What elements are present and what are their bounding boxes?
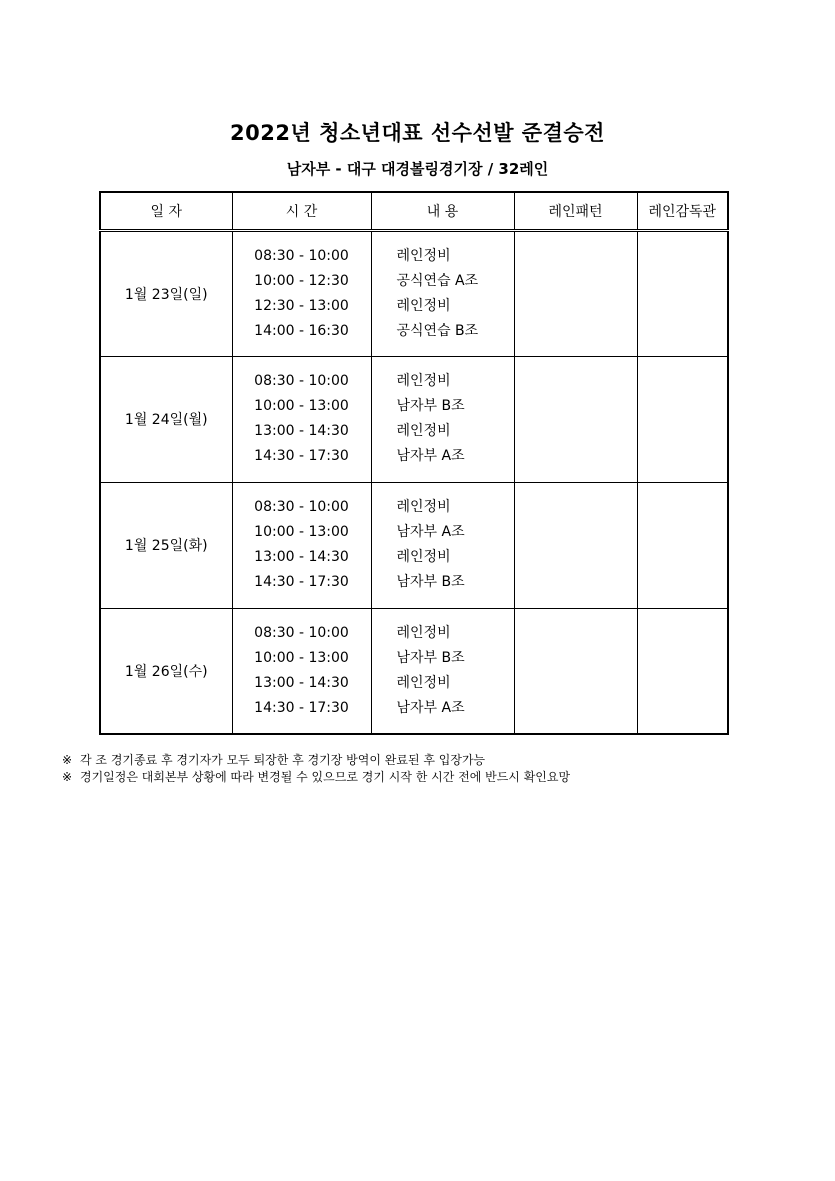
time-cell — [232, 230, 371, 356]
time-slot: 13:00 - 14:30 — [254, 549, 349, 565]
time-slot: 13:00 - 14:30 — [254, 423, 349, 439]
content-item: 레인정비 — [396, 674, 451, 691]
notes — [62, 752, 570, 786]
content-item: 레인정비 — [396, 247, 451, 264]
lane-pattern-cell — [514, 356, 637, 482]
page-subtitle: 남자부 - 대구 대경볼링경기장 / 32레인 — [286, 160, 549, 178]
date-cell: 1월 24일(월) — [100, 356, 232, 482]
lane-supervisor-cell — [637, 230, 728, 356]
time-slot: 14:30 - 17:30 — [254, 699, 349, 716]
note-item — [62, 769, 570, 786]
content-item: 남자부 B조 — [396, 649, 465, 666]
content-item: 레인정비 — [396, 423, 451, 439]
content-item: 레인정비 — [396, 297, 451, 314]
time-slot: 14:00 - 16:30 — [254, 322, 349, 339]
content-cell — [371, 608, 514, 734]
time-slot: 12:30 - 13:00 — [254, 297, 349, 314]
time-slot: 10:00 - 13:00 — [254, 524, 349, 540]
time-slot: 08:30 - 10:00 — [254, 373, 349, 389]
header-date: 일 자 — [100, 192, 232, 230]
content-item: 레인정비 — [396, 499, 451, 515]
lane-pattern-cell — [514, 482, 637, 608]
content-item: 남자부 A조 — [396, 524, 465, 540]
date-cell: 1월 23일(일) — [100, 230, 232, 356]
content-item: 남자부 B조 — [396, 574, 465, 590]
note-text: 각 조 경기종료 후 경기자가 모두 퇴장한 후 경기장 방역이 완료된 후 입장가능 — [80, 753, 486, 767]
time-slot: 14:30 - 17:30 — [254, 448, 349, 464]
date-cell: 1월 25일(화) — [100, 482, 232, 608]
lane-pattern-cell — [514, 230, 637, 356]
content-item: 남자부 A조 — [396, 699, 465, 716]
time-slot: 08:30 - 10:00 — [254, 499, 349, 515]
time-slot: 08:30 - 10:00 — [254, 247, 349, 264]
page-title: 2022년 청소년대표 선수선발 준결승전 — [230, 121, 605, 145]
content-item: 레인정비 — [396, 549, 451, 565]
header-lane-supervisor: 레인감독관 — [637, 192, 728, 230]
content-cell — [371, 356, 514, 482]
time-slot: 10:00 - 12:30 — [254, 272, 349, 289]
content-cell — [371, 230, 514, 356]
table-row — [100, 482, 728, 608]
lane-supervisor-cell — [637, 608, 728, 734]
time-cell — [232, 482, 371, 608]
content-cell — [371, 482, 514, 608]
note-item — [62, 752, 570, 769]
reference-mark-icon: ※ — [62, 770, 73, 784]
lane-pattern-cell — [514, 608, 637, 734]
time-slot: 10:00 - 13:00 — [254, 398, 349, 414]
content-item: 남자부 A조 — [396, 448, 465, 464]
table-row — [100, 356, 728, 482]
time-slot: 14:30 - 17:30 — [254, 574, 349, 590]
date-cell: 1월 26일(수) — [100, 608, 232, 734]
content-item: 남자부 B조 — [396, 398, 465, 414]
content-item: 공식연습 A조 — [396, 272, 479, 289]
time-cell — [232, 356, 371, 482]
table-header-row — [100, 192, 728, 230]
time-cell — [232, 608, 371, 734]
time-slot: 13:00 - 14:30 — [254, 674, 349, 691]
time-slot: 08:30 - 10:00 — [254, 624, 349, 641]
content-item: 레인정비 — [396, 373, 451, 389]
lane-supervisor-cell — [637, 482, 728, 608]
table-row — [100, 608, 728, 734]
note-text: 경기일정은 대회본부 상황에 따라 변경될 수 있으므로 경기 시작 한 시간 전에 반드시 확인요망 — [80, 770, 571, 784]
header-lane-pattern: 레인패턴 — [514, 192, 637, 230]
table-row — [100, 230, 728, 356]
header-content: 내 용 — [371, 192, 514, 230]
time-slot: 10:00 - 13:00 — [254, 649, 349, 666]
header-time: 시 간 — [232, 192, 371, 230]
schedule-table — [99, 191, 729, 735]
content-item: 공식연습 B조 — [396, 322, 479, 339]
lane-supervisor-cell — [637, 356, 728, 482]
reference-mark-icon: ※ — [62, 753, 73, 767]
content-item: 레인정비 — [396, 624, 451, 641]
